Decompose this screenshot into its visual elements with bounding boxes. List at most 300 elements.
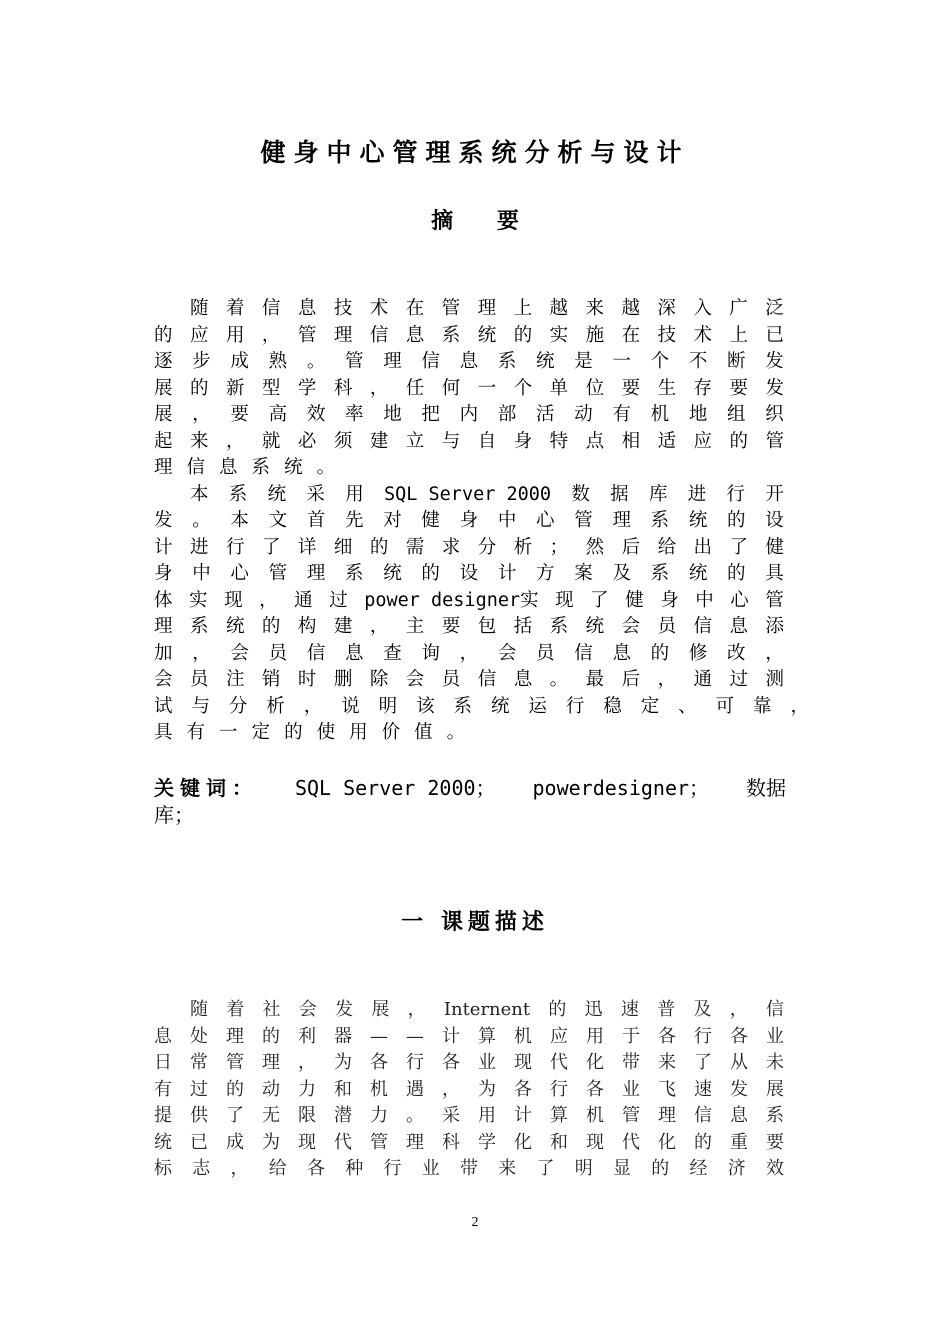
text-token: 适 bbox=[657, 430, 677, 452]
text-token: 了 bbox=[590, 589, 609, 611]
text-token: 了 bbox=[226, 1105, 244, 1126]
text-line bbox=[154, 667, 784, 694]
text-token: 明 bbox=[574, 1158, 593, 1179]
text-token: 过 bbox=[729, 669, 749, 690]
text-token: 与 bbox=[441, 430, 461, 452]
text-token: 及 bbox=[693, 999, 712, 1020]
text-token: 来 bbox=[658, 1052, 676, 1073]
text-token: 理 bbox=[154, 616, 173, 637]
text-token: 。 bbox=[446, 722, 466, 743]
text-token: ； bbox=[549, 536, 569, 558]
text-token: 了 bbox=[694, 1052, 712, 1073]
text-line bbox=[154, 561, 784, 588]
text-token: 术 bbox=[369, 298, 389, 319]
text-token: 迅 bbox=[584, 999, 603, 1020]
text-token: 动 bbox=[262, 1078, 280, 1100]
text-token: 分 bbox=[228, 695, 248, 717]
text-line bbox=[154, 720, 784, 747]
text-token: 和 bbox=[334, 1078, 352, 1100]
text-token: 括 bbox=[513, 616, 533, 637]
text-token: 行 bbox=[565, 695, 585, 717]
text-token: 要 bbox=[230, 404, 249, 425]
text-token: ， bbox=[765, 642, 784, 664]
text-token: 应 bbox=[189, 324, 209, 346]
text-token: 一 bbox=[219, 722, 238, 743]
text-token: 各 bbox=[442, 1052, 460, 1073]
text-token: 案 bbox=[574, 563, 593, 584]
text-token: 化 bbox=[586, 1052, 604, 1073]
text-token: 析 bbox=[513, 536, 533, 558]
text-token: 查 bbox=[383, 642, 402, 664]
text-token: 信 bbox=[186, 457, 206, 478]
text-token: 业 bbox=[421, 1158, 440, 1179]
text-token: 建 bbox=[333, 616, 353, 637]
text-token: 息 bbox=[154, 1025, 172, 1047]
text-token: 的 bbox=[226, 1078, 244, 1100]
text-token: 生 bbox=[657, 377, 677, 399]
text-token: 地 bbox=[383, 404, 402, 425]
text-token: 给 bbox=[268, 1158, 287, 1179]
text-token: 用 bbox=[478, 1105, 496, 1126]
text-token: 要 bbox=[621, 377, 641, 399]
text-token: 科 bbox=[333, 377, 353, 399]
text-token: 统 bbox=[490, 695, 510, 717]
text-token: 发 bbox=[335, 999, 354, 1020]
text-token: 业 bbox=[622, 1078, 640, 1100]
text-token: 用 bbox=[586, 1025, 604, 1047]
text-token: 信 bbox=[261, 298, 281, 319]
text-token: 数 bbox=[571, 483, 590, 505]
text-line bbox=[154, 694, 809, 721]
text-token: 息 bbox=[219, 457, 238, 478]
text-token: 种 bbox=[345, 1158, 364, 1179]
text-token: 行 bbox=[406, 1052, 424, 1073]
text-token: SQL Server 2000 bbox=[383, 483, 552, 505]
text-token: 试 bbox=[154, 695, 173, 717]
text-token: 使 bbox=[316, 722, 336, 743]
text-token: 把 bbox=[421, 404, 440, 425]
text-token: 展 bbox=[154, 404, 173, 425]
text-token: 发 bbox=[765, 377, 784, 399]
section-body bbox=[154, 997, 784, 1183]
text-token: 发 bbox=[154, 510, 173, 531]
text-token: 熟 bbox=[268, 351, 288, 372]
text-token: 存 bbox=[693, 377, 713, 399]
text-token: 的 bbox=[189, 377, 209, 399]
text-token: 一 bbox=[477, 377, 497, 399]
text-token: ， bbox=[657, 669, 677, 690]
text-token: 飞 bbox=[658, 1078, 676, 1100]
text-token: 计 bbox=[154, 536, 173, 558]
text-token: ， bbox=[192, 404, 211, 425]
text-token: 。 bbox=[549, 669, 569, 690]
text-token: 一 bbox=[612, 351, 631, 372]
text-token: 健 bbox=[625, 589, 644, 611]
text-token: 管 bbox=[268, 563, 288, 584]
text-token: 先 bbox=[345, 510, 364, 531]
text-line bbox=[154, 588, 784, 615]
text-token: 实 bbox=[549, 324, 569, 346]
text-line bbox=[154, 997, 784, 1024]
text-token: 进 bbox=[687, 483, 707, 505]
text-token: 算 bbox=[550, 1105, 568, 1126]
text-token: 用 bbox=[345, 483, 364, 505]
text-token: 须 bbox=[333, 430, 353, 452]
text-token: 业 bbox=[766, 1025, 784, 1047]
text-token: 力 bbox=[298, 1078, 316, 1100]
text-token: 的 bbox=[284, 722, 303, 743]
text-token: 靠 bbox=[753, 695, 772, 717]
text-line bbox=[154, 614, 784, 641]
text-token: 显 bbox=[613, 1158, 631, 1179]
text-token: 的 bbox=[650, 642, 670, 664]
text-token: 动 bbox=[574, 404, 593, 425]
text-token: 有 bbox=[186, 722, 206, 743]
text-line bbox=[154, 402, 784, 429]
text-token: ， bbox=[729, 999, 748, 1020]
text-token: 志 bbox=[192, 1158, 211, 1179]
text-token: 息 bbox=[612, 642, 631, 664]
text-line bbox=[154, 1050, 784, 1077]
text-line bbox=[154, 508, 784, 535]
text-token: 力 bbox=[370, 1105, 388, 1126]
text-token: 主 bbox=[405, 616, 425, 637]
text-token: 的 bbox=[261, 616, 281, 637]
text-token: 理 bbox=[406, 1131, 424, 1153]
text-token: 机 bbox=[650, 404, 670, 425]
text-token: 织 bbox=[765, 404, 784, 425]
text-token: ， bbox=[261, 324, 281, 346]
text-token: 发 bbox=[730, 1078, 748, 1100]
text-token: ， bbox=[303, 695, 323, 717]
text-token: 为 bbox=[262, 1131, 280, 1153]
text-token: power designer实 bbox=[364, 589, 539, 611]
text-token: 删 bbox=[333, 669, 353, 690]
text-token: 详 bbox=[297, 536, 317, 558]
text-token: 着 bbox=[225, 298, 245, 319]
text-token: 未 bbox=[766, 1052, 784, 1073]
text-token: 行 bbox=[383, 1158, 402, 1179]
text-token: 息 bbox=[405, 324, 425, 346]
text-token: 本 bbox=[190, 483, 209, 505]
text-line bbox=[154, 482, 784, 509]
text-token: 息 bbox=[513, 669, 533, 690]
text-token: 日 bbox=[154, 1052, 172, 1073]
text-line bbox=[154, 1024, 784, 1051]
text-token: 越 bbox=[549, 298, 569, 319]
text-token: 明 bbox=[378, 695, 398, 717]
text-token: 术 bbox=[693, 324, 713, 346]
text-token: 为 bbox=[334, 1052, 352, 1073]
text-token: 化 bbox=[514, 1131, 532, 1153]
text-token: 设 bbox=[459, 563, 479, 584]
text-token: 用 bbox=[349, 722, 368, 743]
text-token: 了 bbox=[729, 536, 749, 558]
text-token: 管 bbox=[765, 589, 784, 611]
text-token: 立 bbox=[405, 430, 425, 452]
text-token: 理 bbox=[658, 1105, 676, 1126]
text-token: 应 bbox=[693, 430, 713, 452]
text-token: 的 bbox=[548, 999, 567, 1020]
text-token: 各 bbox=[658, 1025, 676, 1047]
text-token: 学 bbox=[478, 1131, 496, 1153]
text-token: 利 bbox=[298, 1025, 316, 1047]
text-token: 加 bbox=[154, 642, 173, 664]
text-token: 值 bbox=[414, 722, 433, 743]
text-token: 定 bbox=[251, 722, 271, 743]
text-token: 过 bbox=[190, 1078, 208, 1100]
text-token: 实 bbox=[189, 589, 208, 611]
text-token: 来 bbox=[189, 430, 209, 452]
text-token: ， bbox=[369, 616, 389, 637]
text-token: 测 bbox=[765, 669, 784, 690]
text-token: 了 bbox=[261, 536, 281, 558]
text-token: 管 bbox=[345, 351, 364, 372]
text-token: 息 bbox=[729, 616, 749, 637]
text-token: 信 bbox=[477, 669, 497, 690]
text-token: 包 bbox=[477, 616, 497, 637]
text-token: — bbox=[370, 1025, 388, 1047]
text-token: 限 bbox=[298, 1105, 316, 1126]
text-token: 心 bbox=[730, 589, 749, 611]
text-token: 来 bbox=[585, 298, 604, 319]
text-token: 行 bbox=[550, 1078, 568, 1100]
text-token: 广 bbox=[729, 298, 748, 319]
text-token: 步 bbox=[192, 351, 211, 372]
text-token: 析 bbox=[266, 695, 285, 717]
keyword-item: powerdesigner； bbox=[532, 776, 710, 800]
text-token: 最 bbox=[585, 669, 605, 690]
text-token: 需 bbox=[405, 536, 425, 558]
text-token: 机 bbox=[370, 1078, 388, 1100]
text-token: 展 bbox=[766, 1078, 784, 1100]
text-line bbox=[154, 323, 784, 350]
text-token: 理 bbox=[333, 324, 353, 346]
text-token: 系 bbox=[453, 695, 473, 717]
text-token: 现 bbox=[586, 1131, 604, 1153]
text-token: 处 bbox=[190, 1025, 208, 1047]
text-token: 无 bbox=[262, 1105, 280, 1126]
text-token: 不 bbox=[688, 351, 708, 372]
text-token: 展 bbox=[154, 377, 173, 399]
text-token: 求 bbox=[441, 536, 461, 558]
text-token: 为 bbox=[478, 1078, 496, 1100]
text-token: 出 bbox=[693, 536, 713, 558]
text-token: 代 bbox=[550, 1052, 568, 1073]
text-token: 起 bbox=[154, 430, 173, 452]
text-token: 细 bbox=[333, 536, 353, 558]
text-token: 稳 bbox=[603, 695, 622, 717]
text-token: 在 bbox=[405, 298, 425, 319]
text-token: 济 bbox=[727, 1158, 746, 1179]
text-token: 点 bbox=[585, 430, 605, 452]
text-token: 。 bbox=[406, 1105, 424, 1126]
text-token: 各 bbox=[307, 1158, 325, 1179]
text-token: 了 bbox=[536, 1158, 555, 1179]
text-token: 普 bbox=[657, 999, 676, 1020]
text-line bbox=[154, 1103, 784, 1130]
text-token: 型 bbox=[261, 377, 281, 399]
text-token: 系 bbox=[650, 563, 670, 584]
text-token: 器 bbox=[334, 1025, 352, 1047]
text-token: ， bbox=[225, 430, 245, 452]
text-token: 文 bbox=[268, 510, 288, 531]
text-token: 理 bbox=[612, 510, 631, 531]
text-token: 健 bbox=[421, 510, 440, 531]
text-token: 理 bbox=[477, 298, 497, 319]
text-token: 学 bbox=[297, 377, 317, 399]
text-token: 后 bbox=[621, 536, 641, 558]
text-token: 的 bbox=[729, 430, 749, 452]
text-token: 深 bbox=[657, 298, 676, 319]
document-title: 健身中心管理系统分析与设计 bbox=[260, 138, 690, 167]
abstract-heading: 摘 要 bbox=[431, 209, 519, 234]
text-token: 采 bbox=[306, 483, 325, 505]
text-token: 息 bbox=[730, 1105, 748, 1126]
text-token: 效 bbox=[766, 1158, 784, 1179]
text-token: 现 bbox=[224, 589, 243, 611]
text-token: 系 bbox=[497, 351, 517, 372]
text-token: 潜 bbox=[334, 1105, 352, 1126]
text-token: 计 bbox=[514, 1105, 532, 1126]
keywords-line bbox=[154, 775, 786, 802]
text-token: 会 bbox=[230, 642, 249, 664]
text-token: 中 bbox=[695, 589, 714, 611]
text-token: 算 bbox=[478, 1025, 496, 1047]
text-line bbox=[154, 1130, 784, 1157]
text-token: 统 bbox=[267, 483, 287, 505]
text-token: ， bbox=[192, 642, 211, 664]
section-heading: 一 课题描述 bbox=[401, 910, 549, 935]
text-token: 注 bbox=[225, 669, 245, 690]
text-token: 统 bbox=[585, 616, 605, 637]
text-token: 应 bbox=[550, 1025, 568, 1047]
text-token: 员 bbox=[441, 669, 461, 690]
keyword-item: 数据 bbox=[745, 776, 786, 800]
text-token: 要 bbox=[441, 616, 461, 637]
text-token: 会 bbox=[154, 669, 173, 690]
text-token: 。 bbox=[192, 510, 211, 531]
text-token: 展 bbox=[371, 999, 390, 1020]
text-token: 的 bbox=[694, 1131, 712, 1153]
text-token: 员 bbox=[189, 669, 209, 690]
text-token: 供 bbox=[190, 1105, 208, 1126]
text-token: 机 bbox=[514, 1025, 532, 1047]
text-token: 各 bbox=[514, 1078, 532, 1100]
text-token: 理 bbox=[226, 1025, 244, 1047]
text-token: 运 bbox=[528, 695, 547, 717]
text-token: 的 bbox=[154, 324, 173, 346]
text-token: 上 bbox=[513, 298, 533, 319]
text-token: 技 bbox=[657, 324, 677, 346]
text-token: 系 bbox=[650, 510, 670, 531]
text-token: 员 bbox=[268, 642, 288, 664]
text-token: 员 bbox=[657, 616, 677, 637]
text-token: 息 bbox=[345, 642, 364, 664]
text-token: 成 bbox=[226, 1131, 244, 1153]
text-token: 库 bbox=[648, 483, 668, 505]
text-token: 理 bbox=[383, 351, 402, 372]
text-token: 经 bbox=[689, 1158, 708, 1179]
text-token: 时 bbox=[297, 669, 317, 690]
text-token: 成 bbox=[230, 351, 249, 372]
text-token: ， bbox=[790, 695, 809, 717]
text-token: 地 bbox=[688, 404, 708, 425]
text-token: 身 bbox=[154, 563, 173, 584]
text-token: 技 bbox=[333, 298, 353, 319]
text-token: 员 bbox=[536, 642, 555, 664]
text-token: 身 bbox=[513, 430, 533, 452]
text-token: 定 bbox=[640, 695, 660, 717]
text-token: 计 bbox=[497, 563, 517, 584]
keywords-continuation: 库； bbox=[154, 803, 194, 827]
text-token: 在 bbox=[621, 324, 641, 346]
text-token: 信 bbox=[765, 999, 784, 1020]
text-token: 信 bbox=[369, 324, 389, 346]
page-number: 2 bbox=[471, 1215, 479, 1230]
text-token: 任 bbox=[405, 377, 425, 399]
text-token: 越 bbox=[621, 298, 640, 319]
text-line bbox=[154, 296, 784, 323]
text-token: 信 bbox=[421, 351, 440, 372]
text-token: 统 bbox=[477, 324, 497, 346]
text-token: 组 bbox=[727, 404, 746, 425]
text-token: 改 bbox=[727, 642, 746, 664]
text-line bbox=[154, 455, 784, 482]
text-token: 统 bbox=[284, 457, 303, 478]
text-token: 具 bbox=[765, 563, 784, 584]
text-token: 健 bbox=[765, 536, 784, 558]
text-token: 对 bbox=[383, 510, 402, 531]
text-token: 已 bbox=[765, 324, 784, 346]
text-token: 管 bbox=[226, 1052, 244, 1073]
text-token: 机 bbox=[586, 1105, 604, 1126]
text-token: 的 bbox=[651, 1158, 670, 1179]
text-token: 用 bbox=[225, 324, 245, 346]
text-token: 上 bbox=[729, 324, 749, 346]
text-token: 通 bbox=[693, 669, 713, 690]
text-token: 于 bbox=[622, 1025, 640, 1047]
text-token: 、 bbox=[678, 695, 697, 717]
text-token: 与 bbox=[191, 695, 210, 717]
keywords-section bbox=[154, 775, 786, 829]
text-token: 率 bbox=[345, 404, 364, 425]
text-token: ， bbox=[459, 642, 479, 664]
text-token: 提 bbox=[154, 1105, 172, 1126]
text-token: 入 bbox=[693, 298, 712, 319]
text-token: 着 bbox=[226, 999, 245, 1020]
text-token: 建 bbox=[369, 430, 389, 452]
text-token: 要 bbox=[766, 1131, 784, 1153]
text-token: 常 bbox=[190, 1052, 208, 1073]
text-token: ， bbox=[259, 589, 278, 611]
text-token: 行 bbox=[694, 1025, 712, 1047]
text-token: 管 bbox=[297, 324, 317, 346]
text-token: 系 bbox=[251, 457, 271, 478]
text-token: 系 bbox=[766, 1105, 784, 1126]
text-token: 现 bbox=[555, 589, 574, 611]
text-token: 管 bbox=[622, 1105, 640, 1126]
text-token: 发 bbox=[765, 351, 784, 372]
text-token: 已 bbox=[190, 1131, 208, 1153]
text-token: 设 bbox=[765, 510, 784, 531]
text-line bbox=[154, 535, 784, 562]
text-token: Internent bbox=[443, 999, 531, 1020]
text-token: 个 bbox=[513, 377, 533, 399]
text-token: 除 bbox=[369, 669, 389, 690]
text-token: 施 bbox=[585, 324, 605, 346]
text-token: 速 bbox=[620, 999, 639, 1020]
